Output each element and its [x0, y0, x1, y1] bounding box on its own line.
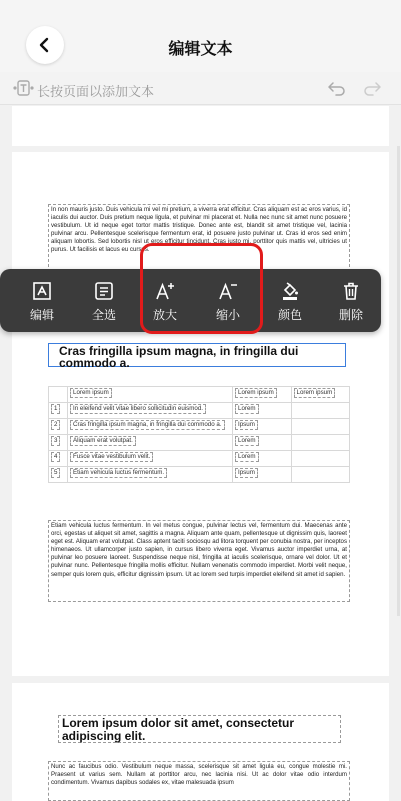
table-row — [49, 403, 350, 419]
table-cell-text[interactable]: Ipsum — [235, 420, 258, 430]
table-cell — [68, 419, 233, 435]
table-cell — [233, 403, 292, 419]
selected-text-block[interactable]: Cras fringilla ipsum magna, in fringilla dui commodo a. — [48, 343, 346, 367]
trash-icon — [341, 281, 361, 301]
table-cell-text[interactable]: 3 — [51, 436, 60, 446]
table-cell-text[interactable]: In eleifend velit vitae libero sollicitudin euismod. — [70, 404, 206, 414]
table-cell-text[interactable]: Lorem — [235, 404, 259, 414]
text-block[interactable]: In non mauris justo. Duis vehicula mi vel mi pretium, a viverra erat efficitur. Cras aliquam est ac eros varius, id iaculis dui auctor. Duis pretium neque ligula, et pulvinar mi placerat et. Nulla nec nunc sit amet nunc posuere vestibulum. Ut id neque eget tortor mattis tristique. Donec ante est, blandit sit amet tristique vel, lacinia pulvinar arcu. Pellentesque scelerisque fermentum erat, id posuere justo pulvinar ut. Cras id eros sed enim aliquam lobortis. Sed lobortis nisl ut eros efficitur tincidunt. Cras justo mi, porttitor quis mattis vel, ultricies ut purus. Ut facilisis et lacus eu cursus. — [48, 204, 350, 292]
table-cell — [49, 451, 68, 467]
tool-label: 缩小 — [215, 308, 240, 322]
text-block[interactable]: Etiam vehicula luctus fermentum. In vel metus congue, pulvinar lectus vel, fermentum dui. Maecenas ante orci, egestas ut aliquet sit amet, sagittis a magna. Aliquam ante quam, pellentesque ut dignissim quis, laoreet eget est. Aliquam erat volutpat. Class aptent taciti sociosqu ad litora torquent per conubia nostra, per inceptos himenaeos. Ut ullamcorper justo sapien, in cursus libero viverra eget. Vivamus auctor imperdiet urna, at pulvinar leo posuere laoreet. Suspendisse neque nisl, fringilla at iaculis scelerisque, ornare vel dolor. Ut et pulvinar nunc. Pellentesque fringilla mollis efficitur. Nullam venenatis commodo imperdiet. Morbi velit neque, semper quis lorem quis, efficitur dignissim ipsum. Ut ac lorem sed turpis imperdiet eleifend sit amet id sapien. — [48, 520, 350, 602]
text-insert-icon — [12, 80, 34, 96]
tool-label: 删除 — [338, 308, 363, 322]
table-cell — [291, 387, 350, 403]
table-cell — [233, 387, 292, 403]
table-cell-text[interactable]: Lorem ipsum — [294, 388, 336, 398]
table-row — [49, 467, 350, 483]
table-cell-text[interactable]: Cras fringilla ipsum magna, in fringilla dui commodo a. — [70, 420, 225, 430]
undo-icon[interactable] — [327, 80, 347, 96]
page-title: 编辑文本 — [168, 41, 233, 58]
table-cell-text[interactable]: Lorem — [235, 436, 259, 446]
select-all-button[interactable] — [78, 269, 130, 332]
table-header-row — [49, 387, 350, 403]
table-cell-text[interactable]: 5 — [51, 468, 60, 478]
table-cell-text[interactable]: Lorem ipsum — [70, 388, 112, 398]
edit-button[interactable] — [16, 269, 68, 332]
tool-label: 编辑 — [29, 308, 54, 322]
table-cell-text[interactable]: Lorem ipsum — [235, 388, 277, 398]
table-cell — [49, 419, 68, 435]
table-cell-text[interactable]: Ipsum — [235, 468, 258, 478]
highlight-annotation — [140, 243, 263, 334]
table-cell — [68, 403, 233, 419]
hint-text: 长按页面以添加文本 — [37, 84, 155, 99]
delete-button[interactable] — [325, 269, 377, 332]
table-cell-text[interactable]: Fusce vitae vestibulum velit. — [70, 452, 153, 462]
table-cell — [233, 419, 292, 435]
table-row — [49, 419, 350, 435]
table-cell — [291, 419, 350, 435]
table-cell — [49, 435, 68, 451]
select-all-icon — [94, 281, 114, 301]
table-cell — [68, 467, 233, 483]
table-cell — [49, 403, 68, 419]
table-cell-text[interactable]: 2 — [51, 420, 60, 430]
text-block[interactable]: Nunc ac faucibus odio. Vestibulum neque massa, scelerisque sit amet ligula eu, congue molestie mi. Praesent ut varius sem. Nullam at porttitor arcu, nec lacinia nisi. Ut ac dolor vitae odio interdum condimentum. Vivamus dapibus sodales ex, vitae malesuada ipsum — [48, 761, 350, 801]
scrollbar[interactable] — [397, 146, 400, 616]
edit-text-icon — [32, 281, 52, 301]
table-cell — [291, 451, 350, 467]
table-cell — [49, 467, 68, 483]
table-cell — [233, 451, 292, 467]
app-header — [0, 0, 401, 72]
table-cell-text[interactable]: 1 — [51, 404, 60, 414]
table-cell-text[interactable]: Aliquam erat volutpat. — [70, 436, 136, 446]
document-table — [48, 386, 350, 483]
tool-label: 放大 — [152, 308, 177, 322]
table-cell — [68, 387, 233, 403]
table-cell — [233, 435, 292, 451]
table-cell — [291, 467, 350, 483]
text-block-heading[interactable]: Lorem ipsum dolor sit amet, consectetur adipiscing elit. — [58, 715, 341, 743]
table-cell — [291, 403, 350, 419]
color-fill-icon — [280, 281, 300, 301]
table-cell — [291, 435, 350, 451]
table-cell — [233, 467, 292, 483]
table-row — [49, 451, 350, 467]
table-cell-text[interactable]: Etiam vehicula luctus fermentum. — [70, 468, 167, 478]
tool-label: 颜色 — [277, 308, 302, 322]
document-page — [12, 106, 389, 146]
redo-icon[interactable] — [362, 80, 382, 96]
table-row — [49, 435, 350, 451]
table-cell — [49, 387, 68, 403]
table-cell — [68, 435, 233, 451]
table-cell — [68, 451, 233, 467]
color-button[interactable] — [264, 269, 316, 332]
tool-label: 全选 — [91, 308, 116, 322]
hint-bar — [0, 72, 401, 105]
table-cell-text[interactable]: 4 — [51, 452, 60, 462]
table-cell-text[interactable]: Lorem — [235, 452, 259, 462]
